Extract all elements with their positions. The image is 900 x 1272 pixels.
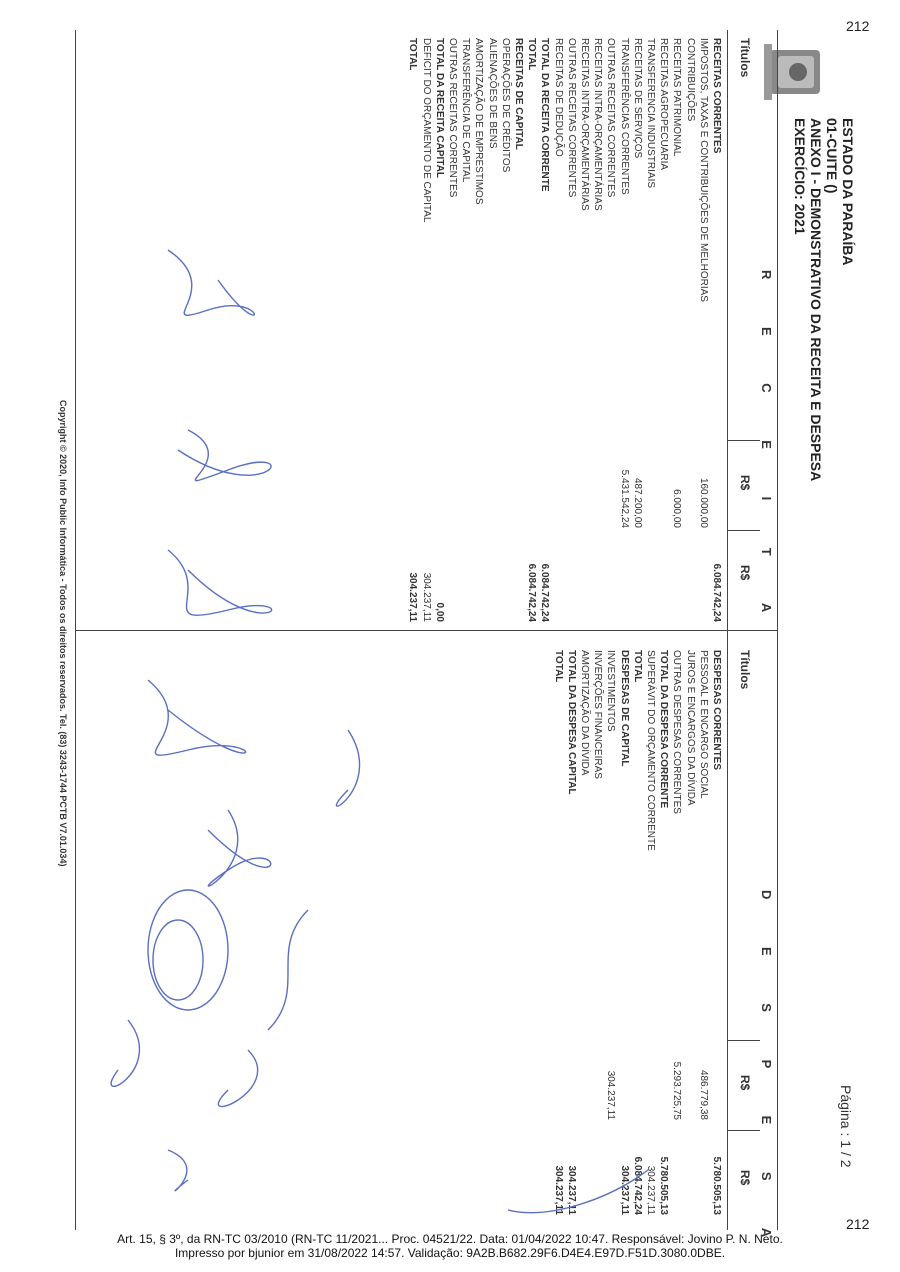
receita-col-rs1: R$ — [738, 475, 752, 491]
despesa-row-label: DESPESAS CORRENTES — [711, 650, 722, 771]
receita-row-value-2: 0,00 — [433, 602, 445, 622]
receita-row-label: RECEITAS INTRA-ORÇAMENTÁRIAS — [592, 38, 604, 211]
despesa-row-value-2: 304.237,11 — [565, 1165, 577, 1215]
receita-row-label: OPERAÇÕES DE CRÉDITOS — [499, 38, 511, 173]
despesa-row-label: DESPESAS DE CAPITAL — [618, 650, 630, 767]
receita-row-label: RECEITAS DE SERVIÇOS — [631, 38, 643, 159]
receita-row-value-2: 6.084.742,24 — [526, 563, 538, 622]
despesa-row-label: PESSOAL E ENCARGO SOCIAL — [697, 650, 709, 799]
footer — [0, 1232, 900, 1260]
despesa-row-label: TOTAL — [631, 650, 643, 683]
receita-row-label: OUTRAS RECEITAS CORRENTES — [447, 38, 458, 198]
despesa-row-label: JUROS E ENCARGOS DA DÍVIDA — [684, 650, 696, 806]
despesa-col-rs1: R$ — [738, 1075, 752, 1091]
header-exercise: EXERCÍCIO: 2021 — [792, 118, 808, 235]
header-page: Página : 1 / 2 — [838, 1085, 854, 1168]
receita-row-label: TRANSFERÊNCIAS CORRENTES — [618, 38, 630, 195]
receita-row-label: RECEITAS DE DEDUÇÃO — [552, 38, 564, 157]
despesa-row-label: SUPERÁVIT DO ORÇAMENTO CORRENTE — [645, 650, 656, 851]
receita-row-label: TOTAL DA RECEITA CAPITAL — [433, 38, 445, 178]
receita-row-value-2: 304.237,11 — [420, 572, 432, 622]
receita-row-label: RECEITAS DE CAPITAL — [513, 38, 524, 150]
despesa-col-rs2: R$ — [738, 1170, 752, 1186]
despesa-row-label: TOTAL DA DESPESA CAPITAL — [565, 650, 577, 795]
receita-row-value-1: 160.000,00 — [697, 477, 709, 528]
receita-row-label: RECEITAS AGROPECUARIA — [658, 38, 670, 171]
header-state: ESTADO DA PARAÍBA — [840, 118, 856, 266]
receita-row-label: TOTAL — [407, 38, 419, 71]
receita-row-label: AMORTIZAÇÃO DE EMPRESTIMOS — [473, 38, 485, 205]
despesa-row-value-2: 304.237,11 — [618, 1165, 630, 1215]
despesa-col-titulos: Títulos — [738, 650, 752, 690]
receita-row-label: OUTRAS RECEITAS CORRENTES — [605, 38, 617, 198]
header-entity: 01-CUITE () — [824, 118, 840, 194]
despesa-row-value-2: 5.780.505,13 — [658, 1156, 670, 1215]
receita-row-value-2: 6.084.742,24 — [711, 563, 722, 622]
footer-line-1: Art. 15, § 3º, da RN-TC 03/2010 (RN-TC 11/2021... Proc. 04521/22. Data: 01/04/2022 10:47. Responsável: Jovino P. N. Neto. — [117, 1232, 783, 1246]
despesa-row-value-1: 304.237,11 — [605, 1070, 617, 1120]
receita-row-label: TRANSFERÊNCIA DE CAPITAL — [460, 38, 472, 183]
despesa-row-value-2: 304.237,11 — [645, 1165, 656, 1215]
receita-row-label: RECEITAS PATRIMONIAL — [671, 38, 683, 157]
receita-row-label: OUTRAS RECEITAS CORRENTES — [565, 38, 577, 198]
despesa-row-label: INVERÇÕES FINANCEIRAS — [592, 650, 604, 779]
despesa-row-value-1: 5.293.725,75 — [671, 1061, 683, 1120]
despesa-row-label: TOTAL — [552, 650, 564, 683]
receita-row-label: DEFICIT DO ORÇAMENTO DE CAPITAL — [420, 38, 432, 223]
page-number-top: 212 — [846, 18, 870, 34]
footer-line-2: Impresso por bjunior em 31/08/2022 14:57. Validação: 9A2B.B682.29F6.D4E4.E97D.F51D.3080.0DBE. — [174, 1246, 726, 1260]
header-annex: ANEXO I - DEMONSTRATIVO DA RECEITA E DESPESA — [808, 118, 824, 482]
receita-row-label: CONTRIBUIÇÕES — [684, 38, 696, 122]
state-coat-of-arms-icon — [758, 42, 828, 102]
despesa-row-label: INVESTIMENTOS — [605, 650, 617, 732]
receita-row-value-2: 304.237,11 — [407, 572, 419, 622]
receita-row-label: IMPOSTOS, TAXAS E CONTRIBUIÇÕES DE MELHORIAS — [697, 38, 709, 302]
despesa-section-label: D E S P E S A — [759, 890, 774, 1260]
despesa-row-label: TOTAL DA DESPESA CORRENTE — [658, 650, 670, 809]
despesa-row-value-1: 486.779,38 — [697, 1069, 709, 1120]
copyright-text: Copyright © 2020, Info Public Informática - Todos os direitos reservados. Tel. (83) 3243-1744 PCTB V7.01.034) — [58, 400, 68, 867]
receita-col-rs2: R$ — [738, 565, 752, 581]
despesa-row-label: AMORTIZAÇÃO DA DÍVIDA — [579, 650, 590, 776]
receita-row-label: RECEITAS CORRENTES — [711, 38, 722, 154]
receita-row-label: RECEITAS INTRA-ORÇAMENTÁRIAS — [579, 38, 590, 211]
receita-section-label: R E C E I T A — [759, 270, 774, 635]
receita-row-value-1: 6.000,00 — [671, 489, 683, 528]
receita-row-value-1: 487.200,00 — [631, 477, 643, 528]
receita-row-label: TRANSFERENCIA INDUSTRIAIS — [645, 38, 656, 189]
receita-row-label: TOTAL — [526, 38, 538, 71]
despesa-row-label: OUTRAS DESPESAS CORRENTES — [671, 650, 683, 814]
despesa-row-value-2: 304.237,11 — [552, 1165, 564, 1215]
despesa-row-value-2: 5.780.505,13 — [711, 1156, 722, 1215]
despesa-row-value-2: 6.084.742,24 — [631, 1156, 643, 1215]
receita-col-titulos: Títulos — [738, 38, 752, 78]
receita-row-label: TOTAL DA RECEITA CORRENTE — [539, 38, 551, 192]
receita-row-value-2: 6.084.742,24 — [539, 563, 551, 622]
receita-row-label: ALIENAÇÕES DE BENS — [486, 38, 498, 149]
receita-row-value-1: 5.431.542,24 — [618, 469, 630, 528]
page-number-bottom: 212 — [846, 1216, 870, 1232]
